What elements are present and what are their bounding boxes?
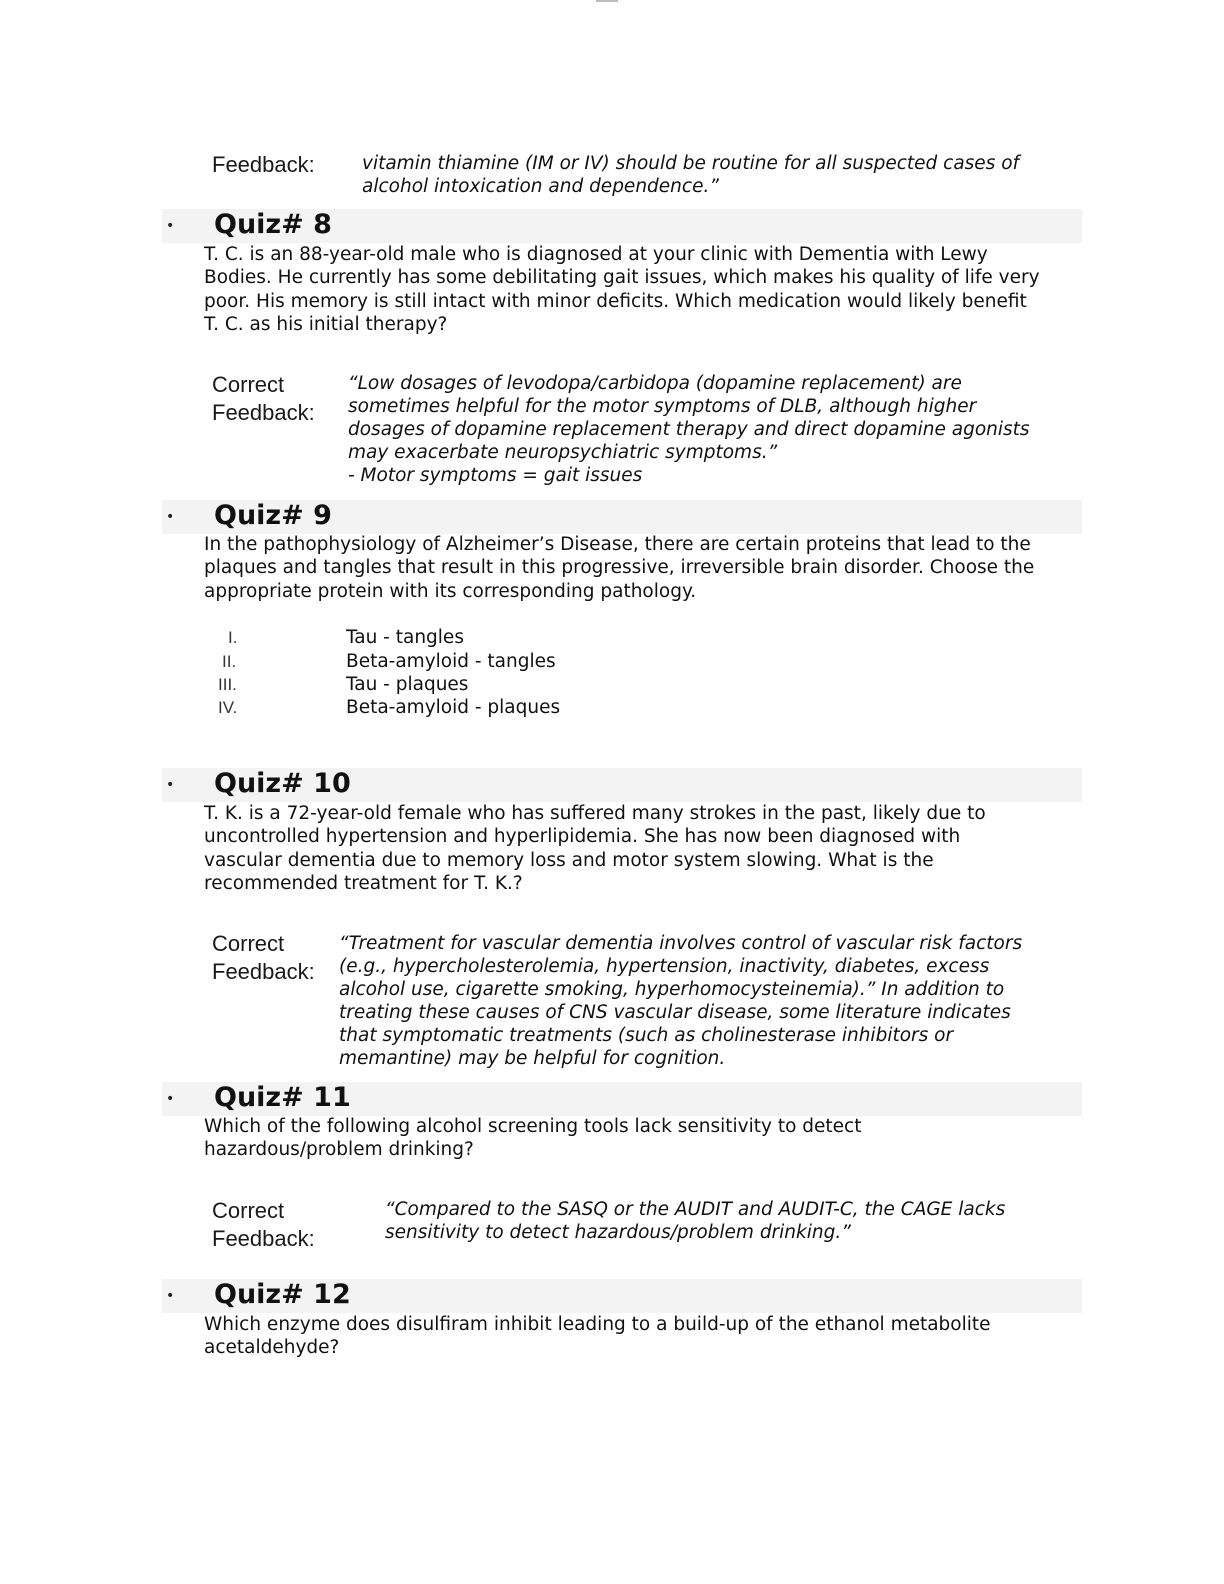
- quiz-12-line-2: acetaldehyde?: [204, 1337, 340, 1359]
- quiz-12-question: [204, 1313, 1104, 1360]
- quiz-10-line-1: T. K. is a 72-year-old female who has suffered many strokes in the past, likely due to: [204, 803, 986, 824]
- quiz-10-line-4: recommended treatment for T. K.?: [204, 872, 523, 894]
- quiz-9-title: Quiz# 9: [214, 500, 332, 531]
- quiz-8-question: [204, 243, 1104, 336]
- quiz-11-feedback-label: [212, 1197, 315, 1253]
- page-top-mark: [596, 0, 618, 2]
- quiz-12-line-1: Which enzyme does disulfiram inhibit leading to a build-up of the ethanol metabolite: [204, 1314, 991, 1335]
- quiz-10-feedback-line-6: memantine) may be helpful for cognition.: [339, 1048, 726, 1069]
- quiz-11-line-1: Which of the following alcohol screening tools lack sensitivity to detect: [204, 1116, 862, 1137]
- quiz-10-bullet: •: [166, 777, 175, 793]
- quiz-9-line-1: In the pathophysiology of Alzheimer’s Disease, there are certain proteins that lead to the: [204, 534, 1031, 555]
- quiz-10-feedback-line-2: (e.g., hypercholesterolemia, hypertension, inactivity, diabetes, excess: [339, 956, 990, 977]
- top-feedback-line-1: vitamin thiamine (IM or IV) should be routine for all suspected cases of: [362, 153, 1020, 174]
- quiz-8-title: Quiz# 8: [214, 209, 332, 240]
- quiz-10-feedback-line-3: alcohol use, cigarette smoking, hyperhomocysteinemia).” In addition to: [339, 979, 1005, 1000]
- quiz-9-option-1-number: I.: [228, 628, 238, 647]
- quiz-9-option-1: Tau - tangles: [346, 627, 464, 648]
- quiz-11-question: [204, 1115, 1104, 1162]
- quiz-10-feedback-line-5: that symptomatic treatments (such as cholinesterase inhibitors or: [339, 1025, 954, 1046]
- quiz-11-feedback-line-1: “Compared to the SASQ or the AUDIT and AUDIT-C, the CAGE lacks: [385, 1199, 1006, 1220]
- quiz-10-feedback-line-1: “Treatment for vascular dementia involves control of vascular risk factors: [339, 933, 1023, 954]
- quiz-8-feedback-line-4: may exacerbate neuropsychiatric symptoms.”: [348, 442, 778, 463]
- quiz-9-option-2-number: II.: [222, 652, 237, 671]
- quiz-8-line-4: T. C. as his initial therapy?: [204, 313, 448, 335]
- quiz-8-feedback-label: [212, 371, 315, 427]
- quiz-9-option-2: Beta-amyloid - tangles: [346, 651, 556, 672]
- quiz-11-feedback: [385, 1198, 1005, 1244]
- quiz-9-option-4: Beta-amyloid - plaques: [346, 697, 561, 718]
- quiz-8-correct-label: Correct: [212, 372, 285, 397]
- quiz-8-feedback-line-2: sometimes helpful for the motor symptoms of DLB, although higher: [348, 396, 977, 417]
- quiz-8-feedback-word: Feedback:: [212, 400, 315, 425]
- quiz-10-feedback-label: [212, 930, 315, 986]
- quiz-9-bullet: •: [166, 509, 175, 525]
- quiz-12-bullet: •: [166, 1288, 175, 1304]
- quiz-12-title: Quiz# 12: [214, 1279, 351, 1310]
- top-feedback-label: Feedback:: [212, 152, 315, 177]
- quiz-8-feedback-line-1: “Low dosages of levodopa/carbidopa (dopamine replacement) are: [348, 373, 962, 394]
- quiz-11-line-2: hazardous/problem drinking?: [204, 1139, 474, 1161]
- quiz-11-bullet: •: [166, 1091, 175, 1107]
- quiz-10-feedback-line-4: treating these causes of CNS vascular disease, some literature indicates: [339, 1002, 1011, 1023]
- quiz-9-question: [204, 533, 1104, 603]
- quiz-8-bullet: •: [166, 218, 175, 234]
- top-feedback-line-2: alcohol intoxication and dependence.”: [362, 176, 719, 197]
- quiz-10-correct-label: Correct: [212, 931, 285, 956]
- quiz-10-feedback-word: Feedback:: [212, 959, 315, 984]
- quiz-8-feedback-line-5: - Motor symptoms = gait issues: [348, 465, 643, 486]
- quiz-10-feedback: [339, 932, 1022, 1070]
- quiz-10-title: Quiz# 10: [214, 768, 351, 799]
- quiz-9-line-3: appropriate protein with its corresponding pathology.: [204, 580, 697, 602]
- quiz-10-question: [204, 802, 1104, 895]
- quiz-9-option-3-number: III.: [218, 675, 237, 694]
- quiz-8-line-2: Bodies. He currently has some debilitating gait issues, which makes his quality of life very: [204, 267, 1040, 289]
- quiz-11-correct-label: Correct: [212, 1198, 285, 1223]
- quiz-11-feedback-line-2: sensitivity to detect hazardous/problem drinking.”: [385, 1222, 851, 1243]
- quiz-8-line-1: T. C. is an 88-year-old male who is diagnosed at your clinic with Dementia with Lewy: [204, 244, 988, 265]
- quiz-9-option-3: Tau - plaques: [346, 674, 469, 695]
- quiz-10-line-2: uncontrolled hypertension and hyperlipidemia. She has now been diagnosed with: [204, 826, 961, 848]
- quiz-8-line-3: poor. His memory is still intact with minor deficits. Which medication would likely benefit: [204, 290, 1027, 312]
- quiz-9-option-4-number: IV.: [218, 698, 238, 717]
- quiz-11-title: Quiz# 11: [214, 1082, 351, 1113]
- quiz-8-feedback: [348, 372, 1030, 487]
- quiz-8-feedback-line-3: dosages of dopamine replacement therapy and direct dopamine agonists: [348, 419, 1030, 440]
- quiz-10-line-3: vascular dementia due to memory loss and motor system slowing. What is the: [204, 849, 934, 871]
- quiz-9-line-2: plaques and tangles that result in this progressive, irreversible brain disorder. Choose the: [204, 557, 1035, 579]
- quiz-11-feedback-word: Feedback:: [212, 1226, 315, 1251]
